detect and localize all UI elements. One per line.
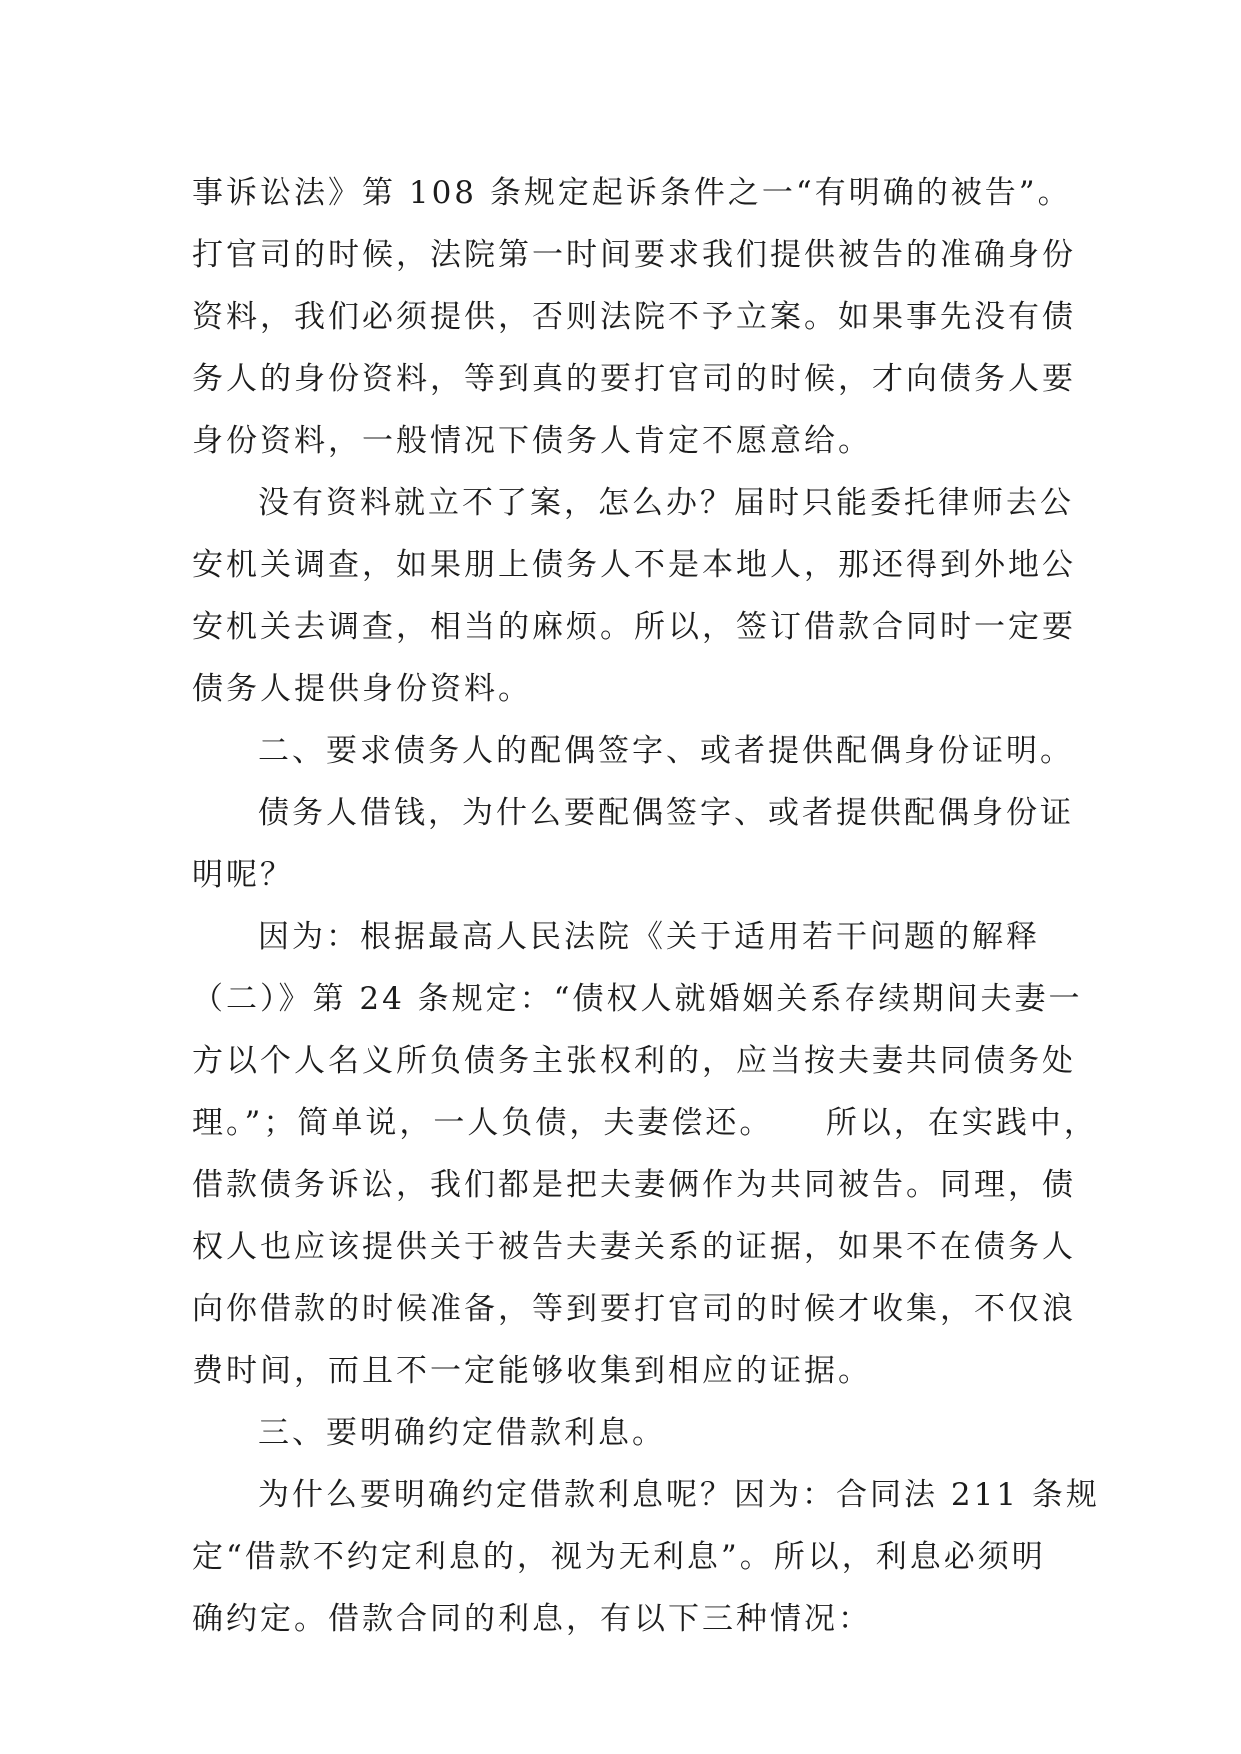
text-line: 债务人借钱，为什么要配偶签字、或者提供配偶身份证 <box>258 795 1074 831</box>
text-line: 安机关去调查，相当的麻烦。所以，签订借款合同时一定要 <box>192 609 1076 645</box>
text-line: 打官司的时候，法院第一时间要求我们提供被告的准确身份 <box>192 237 1076 273</box>
text-line: （二）》第 24 条规定：“债权人就婚姻关系存续期间夫妻一 <box>192 981 1083 1017</box>
text-line: 事诉讼法》第 108 条规定起诉条件之一“有明确的被告”。 <box>192 175 1072 211</box>
text-line: 明呢？ <box>192 857 294 893</box>
text-line: 定“借款不约定利息的，视为无利息”。所以，利息必须明 <box>192 1539 1046 1575</box>
text-line: 安机关调查，如果朋上债务人不是本地人，那还得到外地公 <box>192 547 1076 583</box>
text-line: 确约定。借款合同的利息，有以下三种情况： <box>192 1601 872 1637</box>
text-line: 三、要明确约定借款利息。 <box>258 1415 666 1451</box>
text-line: 权人也应该提供关于被告夫妻关系的证据，如果不在债务人 <box>192 1229 1076 1265</box>
text-line: 身份资料，一般情况下债务人肯定不愿意给。 <box>192 423 872 459</box>
text-line: 费时间，而且不一定能够收集到相应的证据。 <box>192 1353 872 1389</box>
text-line: 借款债务诉讼，我们都是把夫妻俩作为共同被告。同理，债 <box>192 1167 1076 1203</box>
text-line: 务人的身份资料，等到真的要打官司的时候，才向债务人要 <box>192 361 1076 397</box>
text-line: 方以个人名义所负债务主张权利的，应当按夫妻共同债务处 <box>192 1043 1076 1079</box>
text-line: 为什么要明确约定借款利息呢？因为：合同法 211 条规 <box>258 1477 1100 1513</box>
text-line: 没有资料就立不了案，怎么办？届时只能委托律师去公 <box>258 485 1074 521</box>
document-body <box>192 162 1100 1650</box>
text-line: 理。”；简单说，一人负债，夫妻偿还。 所以，在实践中， <box>192 1105 1098 1141</box>
text-line: 资料，我们必须提供，否则法院不予立案。如果事先没有债 <box>192 299 1076 335</box>
text-line: 因为：根据最高人民法院《关于适用若干问题的解释 <box>258 919 1040 955</box>
text-line: 债务人提供身份资料。 <box>192 671 532 707</box>
text-line: 向你借款的时候准备，等到要打官司的时候才收集，不仅浪 <box>192 1291 1076 1327</box>
text-line: 二、要求债务人的配偶签字、或者提供配偶身份证明。 <box>258 733 1074 769</box>
